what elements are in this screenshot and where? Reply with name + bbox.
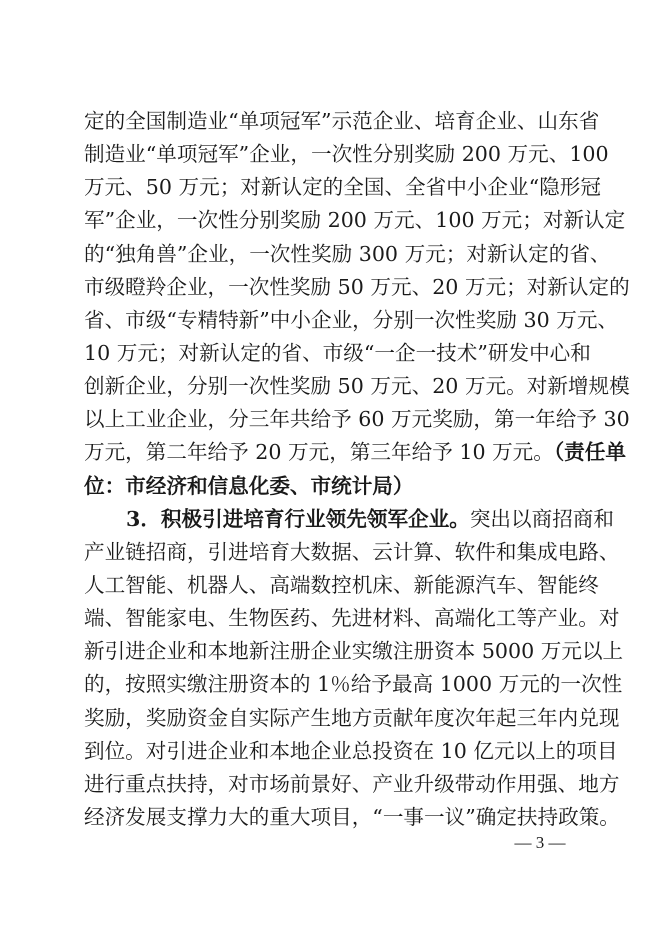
body-text-line: 市级瞪羚企业，一次性奖励 50 万元、20 万元；对新认定的 <box>84 275 630 299</box>
body-text-line <box>84 435 626 469</box>
body-text-line: 定的全国制造业“单项冠军”示范企业、培育企业、山东省 <box>84 109 600 133</box>
body-text-line: 经济发展支撑力大的重大项目，“一事一议”确定扶持政策。 <box>84 805 620 829</box>
body-text-line: 创新企业，分别一次性奖励 50 万元、20 万元。对新增规模 <box>84 374 630 398</box>
section-first-line <box>126 502 614 536</box>
responsible-unit-label: （责任单 <box>553 440 626 464</box>
body-text-line: 端、智能家电、生物医药、先进材料、高端化工等产业。对 <box>84 606 620 630</box>
body-text-line: 产业链招商，引进培育大数据、云计算、软件和集成电路、 <box>84 540 620 564</box>
responsible-unit-text: 位：市经济和信息化委、市统计局） <box>84 474 414 498</box>
body-text-line: 军”企业，一次性分别奖励 200 万元、100 万元；对新认定 <box>84 208 626 232</box>
section-heading: 3．积极引进培育行业领先领军企业。 <box>126 507 470 531</box>
body-text-line: 的，按照实缴注册资本的 1％给予最高 1000 万元的一次性 <box>84 672 623 696</box>
body-text-line: 10 万元；对新认定的省、市级“一企一技术”研发中心和 <box>84 341 591 365</box>
body-text-line: 的“独角兽”企业，一次性奖励 300 万元；对新认定的省、 <box>84 242 611 266</box>
body-text-line: 进行重点扶持，对市场前景好、产业升级带动作用强、地方 <box>84 772 620 796</box>
body-text-line: 新引进企业和本地新注册企业实缴注册资本 5000 万元以上 <box>84 639 624 663</box>
body-text-line: 以上工业企业，分三年共给予 60 万元奖励，第一年给予 30 <box>84 407 630 431</box>
body-text-line: 奖励，奖励资金自实际产生地方贡献年度次年起三年内兑现 <box>84 706 620 730</box>
body-text-line: 制造业“单项冠军”企业，一次性分别奖励 200 万元、100 <box>84 142 609 166</box>
body-text-line: 省、市级“专精特新”中小企业，分别一次性奖励 30 万元、 <box>84 308 619 332</box>
page-number: — 3 — <box>514 833 566 852</box>
body-text: 万元，第二年给予 20 万元，第三年给予 10 万元。 <box>84 440 554 464</box>
body-text-line: 万元、50 万元；对新认定的全国、全省中小企业“隐形冠 <box>84 175 601 199</box>
body-text: 突出以商招商和 <box>469 507 614 531</box>
body-text-line: 人工智能、机器人、高端数控机床、新能源汽车、智能终 <box>84 573 599 597</box>
body-text-line: 到位。对引进企业和本地企业总投资在 10 亿元以上的项目 <box>84 739 618 763</box>
